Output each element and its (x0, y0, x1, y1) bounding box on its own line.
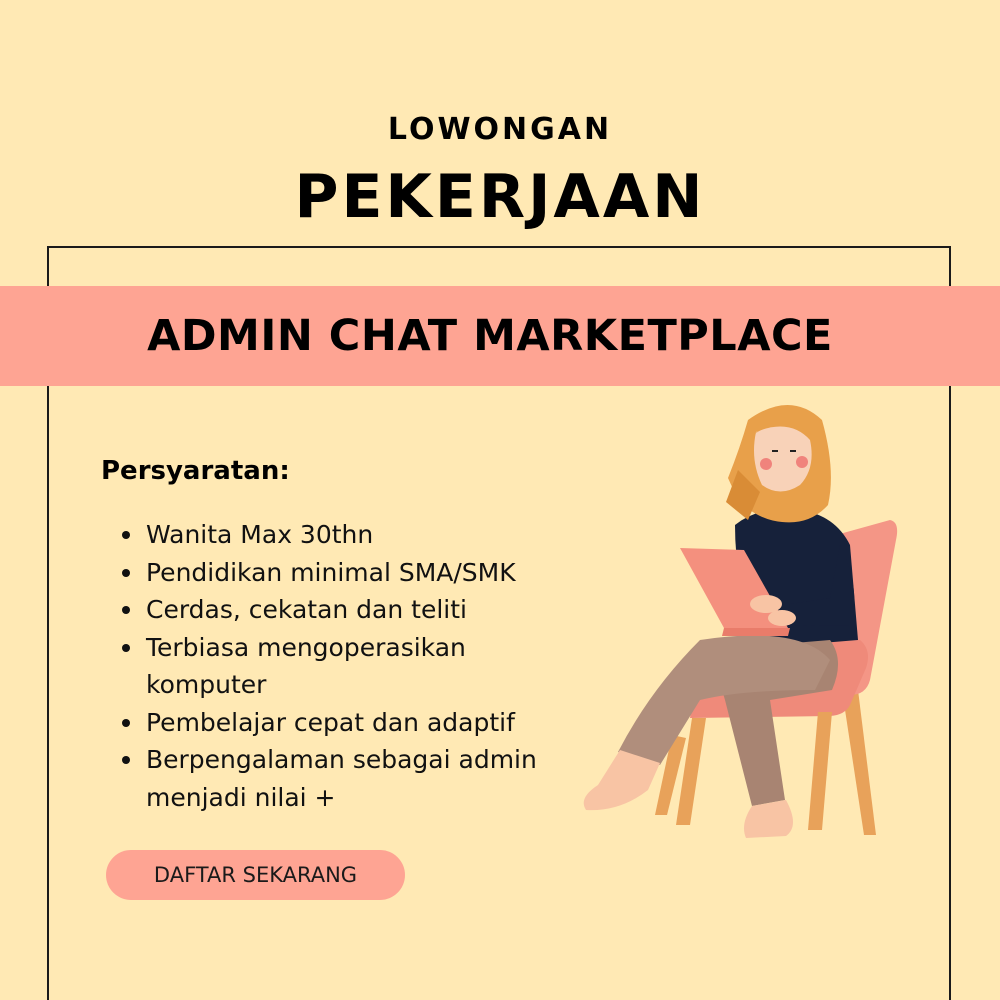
list-item-text: Berpengalaman sebagai admin menjadi nilai + (146, 745, 537, 812)
chair-leg (808, 712, 832, 830)
requirements-heading: Persyaratan: (101, 456, 290, 486)
list-item (118, 591, 588, 629)
foot (744, 800, 793, 838)
list-item (118, 741, 588, 816)
list-item-text: Wanita Max 30thn (146, 520, 374, 549)
list-item-text: Terbiasa mengoperasikan komputer (146, 632, 466, 699)
requirements-list (118, 516, 588, 816)
cheek (760, 458, 772, 470)
woman-hijab-laptop-illustration (580, 395, 910, 855)
bullet-icon (122, 569, 130, 577)
laptop-base (722, 628, 790, 636)
cheek (796, 456, 808, 468)
daftar-sekarang-button[interactable]: DAFTAR SEKARANG (106, 850, 405, 900)
hand (750, 595, 782, 613)
bullet-icon (122, 719, 130, 727)
heading-lowongan: LOWONGAN (387, 112, 613, 147)
job-title: ADMIN CHAT MARKETPLACE (147, 311, 833, 361)
chair-leg (842, 690, 876, 835)
list-item (118, 629, 588, 704)
heading-pekerjaan: PEKERJAAN (294, 162, 706, 232)
eye (790, 450, 796, 452)
bullet-icon (122, 531, 130, 539)
list-item-text: Cerdas, cekatan dan teliti (146, 595, 467, 624)
list-item-text: Pembelajar cepat dan adaptif (146, 707, 515, 737)
hand (768, 610, 796, 626)
eye (772, 450, 778, 452)
bullet-icon (122, 606, 130, 614)
list-item (118, 516, 588, 554)
chair-leg (676, 718, 706, 825)
bullet-icon (122, 756, 130, 764)
list-item-text: Pendidikan minimal SMA/SMK (146, 557, 516, 587)
bullet-icon (122, 644, 130, 652)
list-item (118, 554, 588, 592)
list-item (118, 704, 588, 742)
title-banner (0, 286, 1000, 386)
